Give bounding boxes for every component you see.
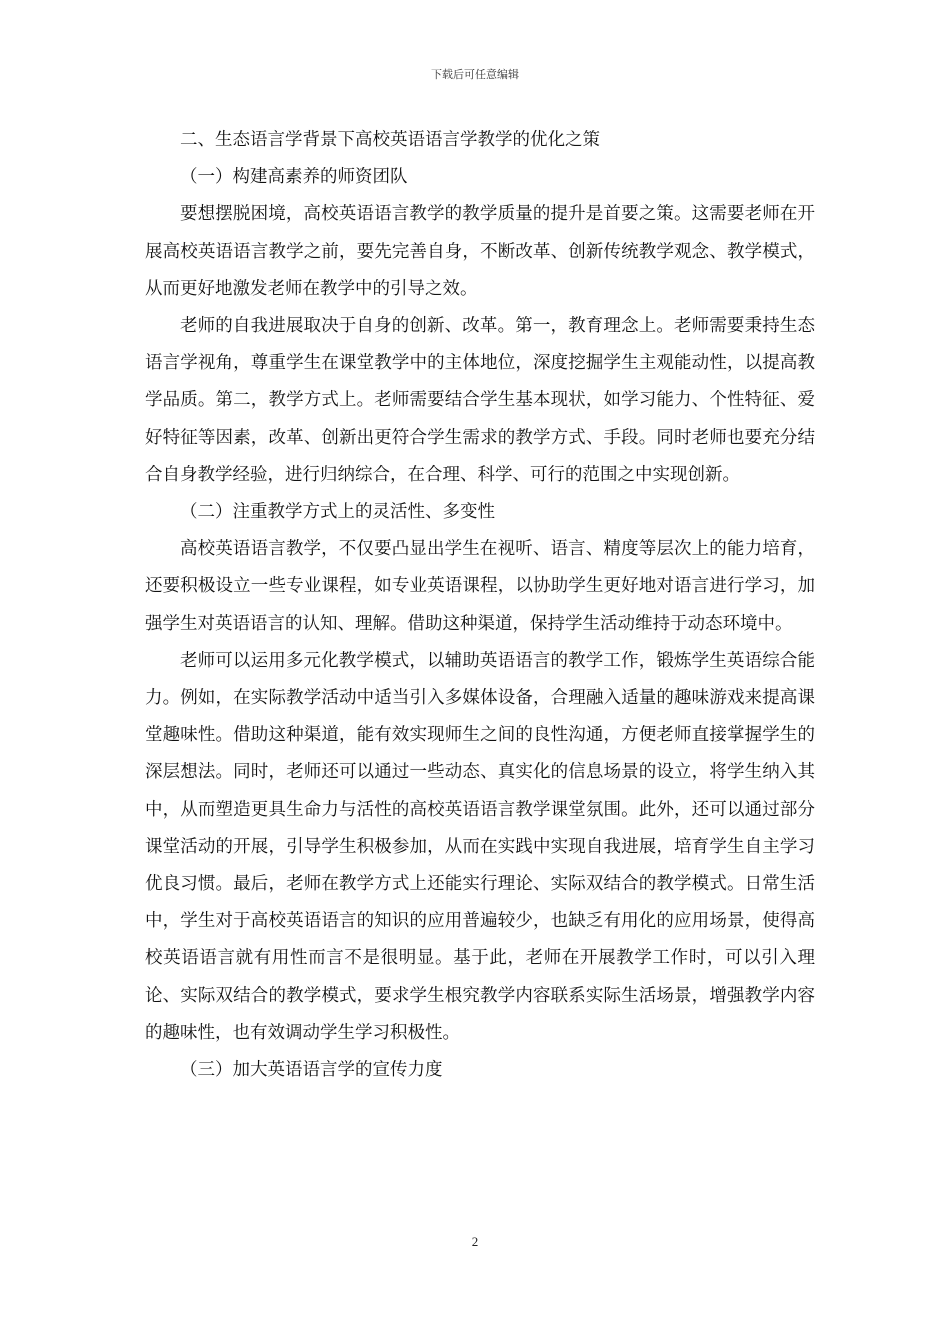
paragraph: 老师可以运用多元化教学模式，以辅助英语语言的教学工作，锻炼学生英语综合能力。例如，在实际教学活动中适当引入多媒体设备，合理融入适量的趣味游戏来提高课堂趣味性。借助这种渠道，能有效实现师生之间的良性沟通，方便老师直接掌握学生的深层想法。同时，老师还可以通过一些动态、真实化的信息场景的设立，将学生纳入其中，从而塑造更具生命力与活性的高校英语语言教学课堂氛围。此外，还可以通过部分课堂活动的开展，引导学生积极参加，从而在实践中实现自我进展，培育学生自主学习优良习惯。最后，老师在教学方式上还能实行理论、实际双结合的教学模式。日常生活中，学生对于高校英语语言的知识的应用普遍较少，也缺乏有用化的应用场景，使得高校英语语言就有用性而言不是很明显。基于此，老师在开展教学工作时，可以引入理论、实际双结合的教学模式，要求学生根究教学内容联系实际生活场景，增强教学内容的趣味性，也有效调动学生学习积极性。 — [145, 650, 815, 1043]
page-header: 下载后可任意编辑 — [431, 68, 519, 81]
paragraph: 高校英语语言教学，不仅要凸显出学生在视听、语言、精度等层次上的能力培育，还要积极设立一些专业课程，如专业英语课程，以协助学生更好地对语言进行学习，加强学生对英语语言的认知、理解。借助这种渠道，保持学生活动维持于动态环境中。 — [145, 539, 815, 634]
subsection-title-3: （三）加大英语语言学的宣传力度 — [180, 1060, 443, 1081]
subsection-title-1: （一）构建高素养的师资团队 — [180, 167, 408, 188]
section-title: 二、生态语言学背景下高校英语语言学教学的优化之策 — [180, 130, 600, 150]
paragraph: 老师的自我进展取决于自身的创新、改革。第一，教育理念上。老师需要秉持生态语言学视角，尊重学生在课堂教学中的主体地位，深度挖掘学生主观能动性，以提高教学品质。第二，教学方式上。老师需要结合学生基本现状，如学习能力、个性特征、爱好特征等因素，改革、创新出更符合学生需求的教学方式、手段。同时老师也要充分结合自身教学经验，进行归纳综合，在合理、科学、可行的范围之中实现创新。 — [145, 316, 815, 485]
page-number: 2 — [471, 1234, 479, 1249]
paragraph: 要想摆脱困境，高校英语语言教学的教学质量的提升是首要之策。这需要老师在开展高校英语语言教学之前，要先完善自身，不断改革、创新传统教学观念、教学模式，从而更好地激发老师在教学中的引导之效。 — [145, 204, 815, 299]
document-body — [145, 122, 815, 1089]
subsection-title-2: （二）注重教学方式上的灵活性、多变性 — [180, 502, 495, 523]
